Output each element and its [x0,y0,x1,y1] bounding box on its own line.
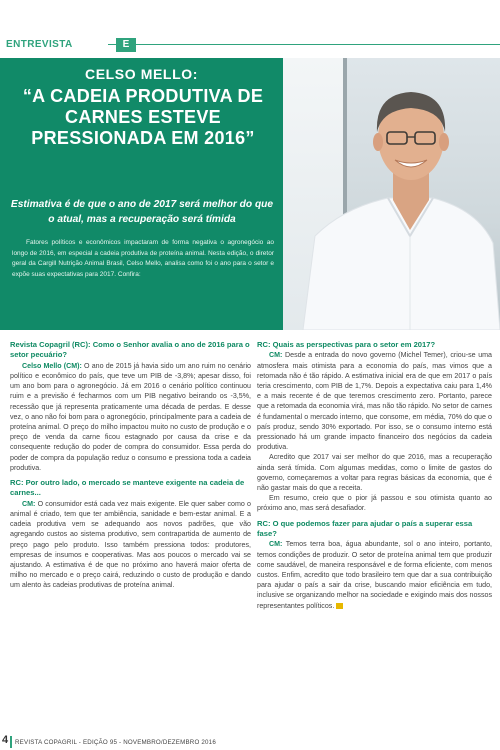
interview-question: Revista Copagril (RC): Como o Senhor avalia o ano de 2016 para o setor pecuário? [10,340,250,360]
answer-paragraph: Acredito que 2017 vai ser melhor do que 2016, mas a recuperação ainda será tímida. Com algumas medidas, como o limite de gastos do governo, começaremos a voltar para regras básicas da economia, que é não gastar mais do que a receita. [257,453,492,493]
answer-text: O ano de 2015 já havia sido um ano ruim no cenário político e econômico do país, que teve um PIB de -3,8%; apesar disso, foi um ano bom para o agronegócio. Já em 2016 o cenário político continuou ruim e a previsão é fecharmos com um PIB negativo beirando os -3,5%, recessão que já representa praticamente uma década de perdas. E desse vez, o ano não foi bom para o agronegócio, principalmente para a cadeia de proteína animal. O preço do milho impactou muito no custo de produção e o preço de venda da carne ficou estagnado por causa da crise e da consequente redução do poder de compra do consumidor. Essa perda do poder de compra da população reduz o consumo e pressiona toda a cadeia produtiva. [10,361,251,472]
answer-paragraph: Em resumo, creio que o pior já passou e sou otimista quanto ao próximo ano, mas será desafiador. [257,494,492,513]
interview-answer [257,539,492,610]
section-label: ENTREVISTA [0,38,108,52]
interview-answer [10,361,251,473]
section-badge: E [116,38,136,52]
answer-text: Desde a entrada do novo governo (Michel Temer), criou-se uma atmosfera mais otimista para a economia do país, mas vimos que a retomada não é tão rápido. A estimativa inicial era de que em 2017 o país teria crescimento, com PIB de 1,7%. Depois a expectativa caiu para 1,4% e a mais recente é de que teremos crescimento zero. Portanto, parece que a retomada da economia virá, mas não tão rápido. No setor de carnes é fundamental o mercado interno, que consome, em média, 70% do que o país produz, sendo 30% exportado. Por isso, se o consumo interno está pressionado há um grande impacto financeiro dos negócios da cadeia produtiva. [257,351,492,452]
interviewee-name: CELSO MELLO: [85,66,198,82]
speaker-tag: Celso Mello (CM): [22,361,82,370]
page-footer [0,732,500,750]
article-headline: “A CADEIA PRODUTIVA DE CARNES ESTEVE PRESSIONADA EM 2016” [22,86,264,148]
section-header [0,38,500,52]
hero-banner [0,58,500,330]
publication-info: REVISTA COPAGRIL - EDIÇÃO 95 - NOVEMBRO/DEZEMBRO 2016 [15,739,216,746]
title-panel [0,58,283,330]
article-column-right [257,340,492,611]
interview-question: RC: Quais as perspectivas para o setor em 2017? [257,340,436,349]
speaker-tag: CM: [22,499,36,508]
interview-question: RC: O que podemos fazer para ajudar o país a superar essa fase? [257,518,473,539]
interview-question: RC: Por outro lado, o mercado se manteve exigente na cadeia de carnes... [10,478,245,498]
end-of-article-icon [336,603,343,609]
interview-answer [257,350,492,452]
answer-text: Temos terra boa, água abundante, sol o ano inteiro, portanto, temos condições de produzir. O setor de proteína animal tem que produzir come saudável, de maneira responsável e de forma eficiente, com menos custos. Enfim, acredito que todo brasileiro tem que dar a sua contribuição para ajudar o país a sair da crise, buscando maior eficiência em tudo, inclusive se organizando melhor na sociedade e exigindo mais dos nossos representantes políticos. [257,540,492,610]
footer-divider [10,736,12,748]
speaker-tag: CM: [269,351,283,360]
portrait-illustration [283,58,500,330]
answer-text: O consumidor está cada vez mais exigente. Ele quer saber como o animal é criado, tem que ter ambiência, sanidade e bem-estar animal. E a cadeia produtiva vem se adequando aos novos padrões, que vão agregando custos ao sistema produtivo, sem contrapartida de aumento de preço pago pelo produto. Isso também pressiona todos: produtores, empresas de insumos e cooperativas. Mas aos poucos o mercado vai se ajustando. A estimativa é de que no próximo ano haverá maior oferta de milho no mercado e o preço cairá, reduzindo o custo de produção e dando um alento às cadeias produtivas de proteína animal. [10,499,251,590]
article-intro: Fatores políticos e econômicos impactaram de forma negativa o agronegócio ao longo de 2016, em especial a cadeia produtiva de proteína animal. Nesta edição, o diretor geral da Cargill Nutrição Animal Brasil, Celso Mello, analisa como foi o ano para o setor e expõe suas expectativas para 2017. Confira: [12,239,274,278]
portrait-photo [283,58,500,330]
speaker-tag: CM: [269,540,283,549]
article-subheading: Estimativa é de que o ano de 2017 será melhor do que o atual, mas a recuperação será tímida [10,199,274,225]
page-number: 4 [2,734,9,746]
article-column-left [10,340,251,591]
interview-answer [10,499,251,591]
